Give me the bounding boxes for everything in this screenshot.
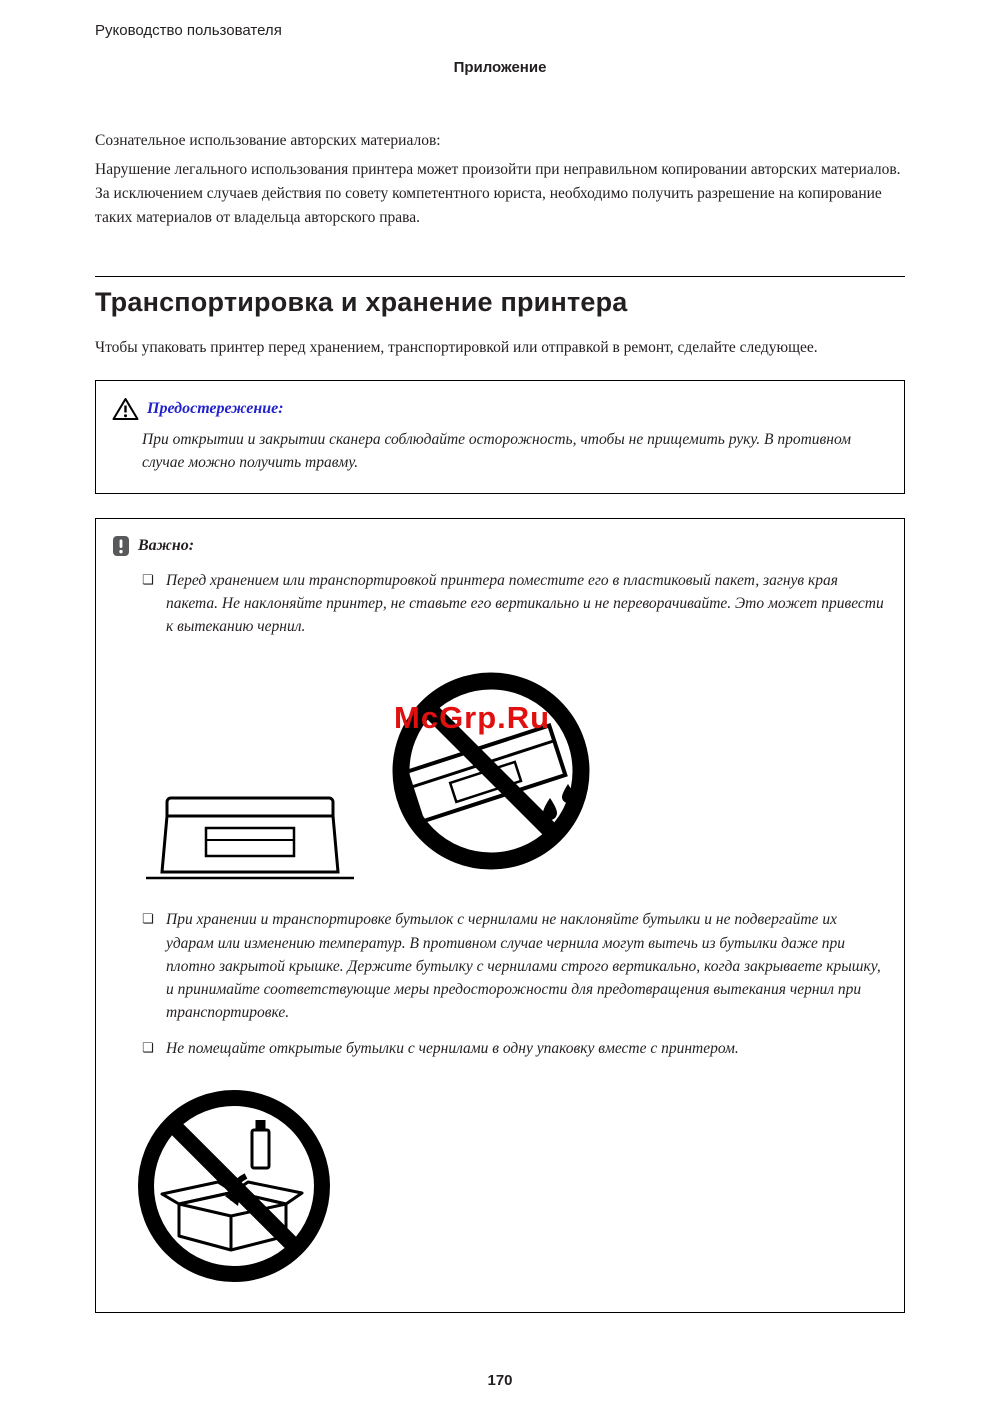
section-intro-paragraph: Чтобы упаковать принтер перед хранением, транспортировкой или отправкой в ремонт, сделайте следующее. xyxy=(95,339,818,357)
list-bullet: ❏ xyxy=(142,572,154,588)
copyright-paragraph: Нарушение легального использования принтера может произойти при неправильном копировании авторских материалов. За исключением случаев действия по совету компетентного юриста, необходимо получить разрешение на копирование таких материалов от владельца авторского права. xyxy=(95,161,901,227)
no-pack-prohibition-icon xyxy=(134,1086,884,1286)
document-title: Руководство пользователя xyxy=(95,22,282,39)
caution-text: При открытии и закрытии сканера соблюдайте осторожность, чтобы не прищемить руку. В противном случае можно получить травму. xyxy=(142,431,852,472)
list-item-text: Не помещайте открытые бутылки с чернилами в одну упаковку вместе с принтером. xyxy=(166,1039,739,1057)
list-bullet: ❏ xyxy=(142,912,154,928)
list-bullet: ❏ xyxy=(142,1040,154,1056)
list-item xyxy=(142,569,884,639)
caution-box xyxy=(95,380,905,494)
list-item-text: При хранении и транспортировке бутылок с чернилами не наклоняйте бутылки и не подвергайте их ударам или изменению температур. В противном случае чернила могут вытечь из бутылки даже при плотно закрытой крышке. Держите бутылку с чернилами строго вертикально, когда закрываете крышку, и принимайте соответствующие меры предосторожности для предотвращения вытекания чернил при транспортировке. xyxy=(166,911,881,1022)
page-number: 170 xyxy=(487,1372,513,1389)
printer-illustration xyxy=(144,790,356,884)
warning-triangle-icon xyxy=(112,397,139,421)
important-label: Важно: xyxy=(138,536,195,554)
figure-no-pack-bottle xyxy=(134,1086,884,1282)
section-title: Транспортировка и хранение принтера xyxy=(95,276,905,318)
caution-header xyxy=(112,397,884,421)
chapter-title: Приложение xyxy=(453,59,547,76)
important-exclamation-icon xyxy=(112,535,130,557)
no-tilt-prohibition-icon xyxy=(384,658,600,884)
important-box xyxy=(95,518,905,1313)
list-item xyxy=(142,908,884,1024)
watermark-text: McGrp.Ru xyxy=(394,700,551,736)
list-item-text: Перед хранением или транспортировкой принтера поместите его в пластиковый пакет, загнув края пакета. Не наклоняйте принтер, не ставьте его вертикально и не переворачивайте. Это может привести к вытеканию чернил. xyxy=(166,571,884,636)
figure-no-tilt-printer xyxy=(144,662,884,884)
caution-label: Предостережение: xyxy=(147,400,284,418)
important-header xyxy=(112,535,884,557)
copyright-intro-line: Сознательное использование авторских материалов: xyxy=(95,132,441,149)
list-item xyxy=(142,1037,884,1060)
